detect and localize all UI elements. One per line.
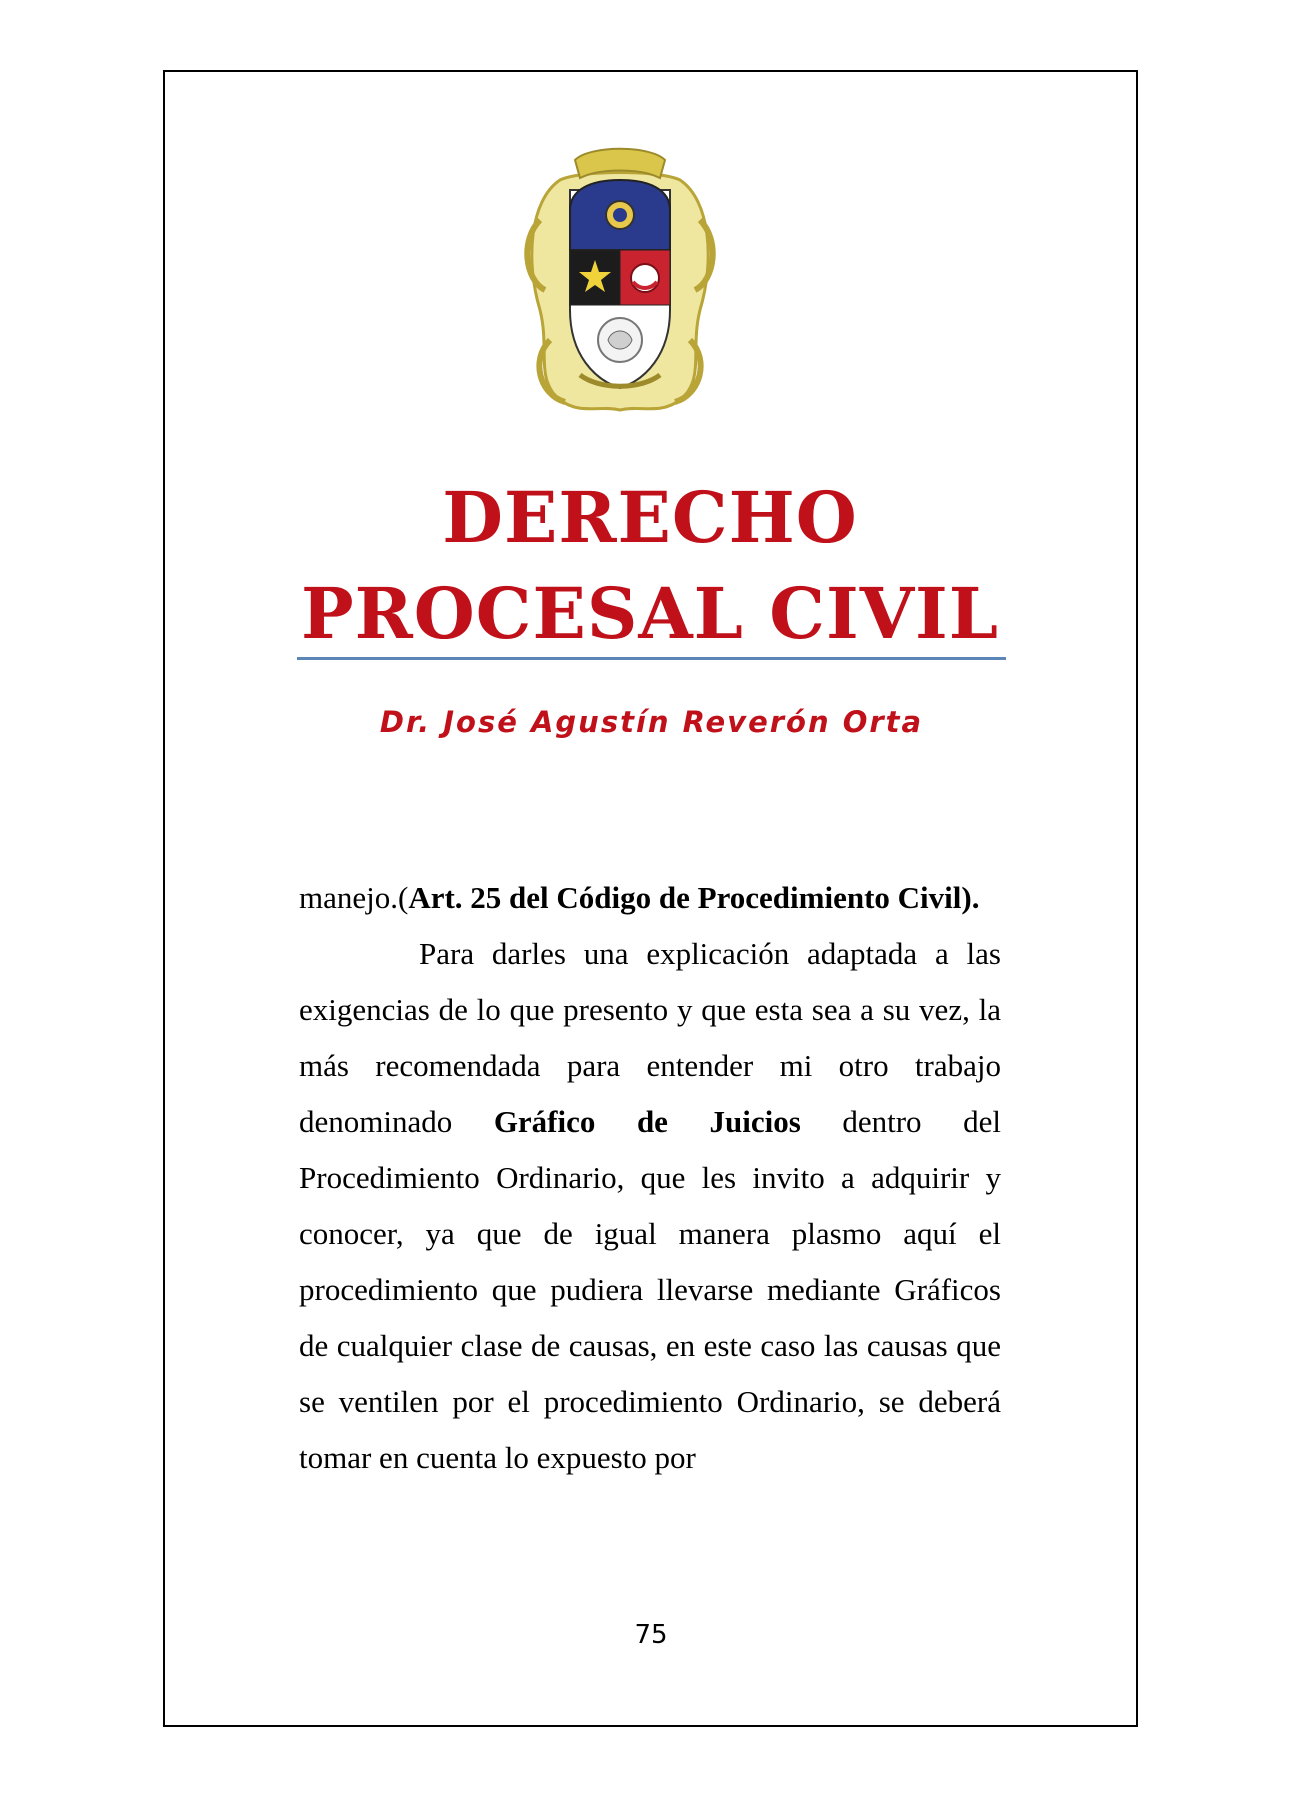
page-number: 75 (634, 1620, 668, 1650)
paragraph-2-start: Para darles una explicación adaptada a las exigencias de lo que presento y que esta sea a su vez, la más recomendada para entender mi otro trabajo denominado (299, 936, 1001, 1139)
document-title (280, 470, 1020, 662)
paragraph-2-end: dentro del Procedimiento Ordinario, que les invito a adquirir y conocer, ya que de igual manera plasmo aquí el procedimiento que pudiera llevarse mediante Gráficos de cualquier clase de causas, en este caso las causas que se ventilen por el procedimiento Ordinario, se deberá tomar en cuenta lo expuesto por (299, 1104, 1001, 1475)
body-text (299, 870, 1001, 1486)
paragraph-2 (299, 926, 1001, 1486)
work-title: Gráfico de Juicios (493, 1104, 801, 1139)
author-name: Dr. José Agustín Reverón Orta (379, 705, 924, 739)
title-line-1: DERECHO (442, 476, 858, 559)
paragraph-1 (299, 870, 1001, 926)
title-divider (297, 657, 1006, 660)
title-line-2: PROCESAL CIVIL (300, 572, 1000, 655)
article-reference: Art. 25 del Código de Procedimiento Civil). (408, 880, 980, 915)
paragraph-1-text: manejo.( (299, 880, 409, 915)
university-coat-of-arms-icon (520, 140, 720, 420)
